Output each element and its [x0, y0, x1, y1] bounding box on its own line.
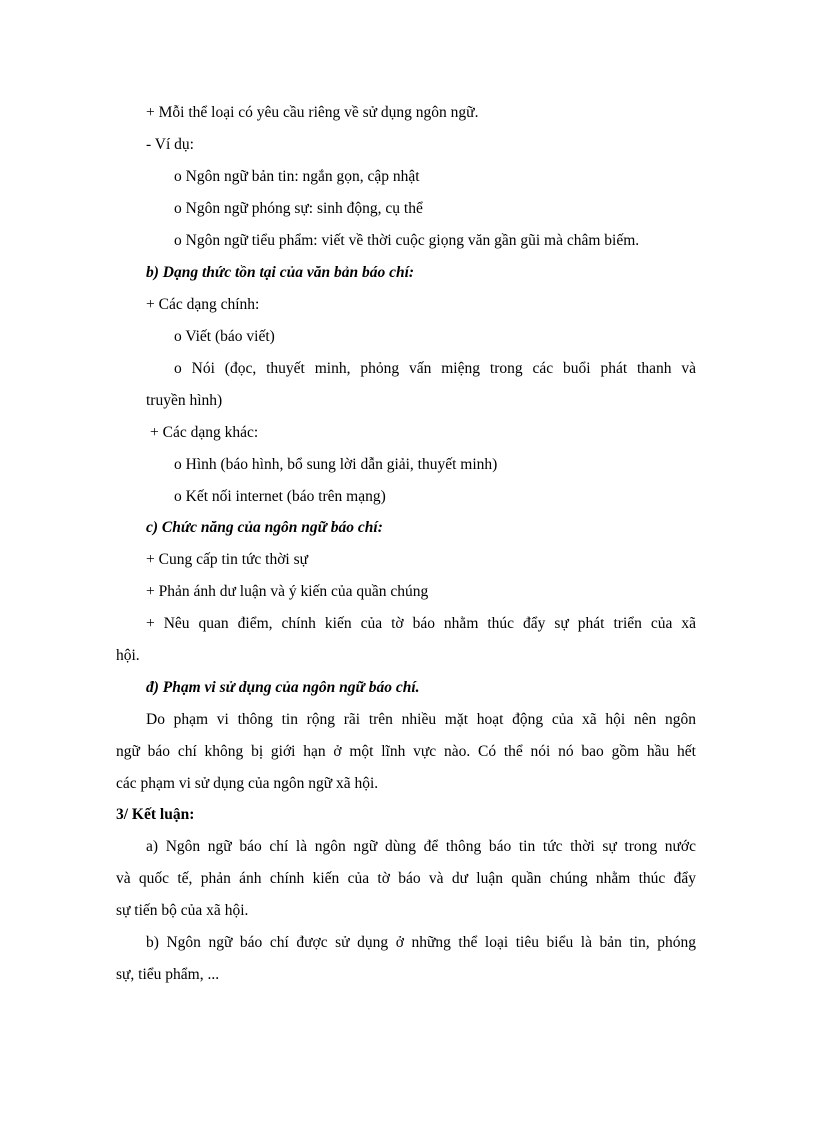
list-item: o Ngôn ngữ phóng sự: sinh động, cụ thể [174, 200, 423, 217]
text-line: + Cung cấp tin tức thời sự [146, 551, 309, 568]
list-item: o Ngôn ngữ bản tin: ngắn gọn, cập nhật [174, 168, 420, 185]
text-line: + Nêu quan điểm, chính kiến của tờ báo nhằm thúc đẩy sự phát triển của xã [146, 615, 696, 632]
list-item: o Hình (báo hình, bổ sung lời dẫn giải, thuyết minh) [174, 456, 498, 473]
section-heading-c: c) Chức năng của ngôn ngữ báo chí: [146, 519, 383, 536]
list-item: o Viết (báo viết) [174, 328, 275, 345]
list-item: o Nói (đọc, thuyết minh, phỏng vấn miệng trong các buổi phát thanh và [174, 360, 696, 377]
paragraph-line: a) Ngôn ngữ báo chí là ngôn ngữ dùng để thông báo tin tức thời sự trong nước [146, 838, 696, 855]
text-line: truyền hình) [146, 392, 223, 409]
paragraph-line: b) Ngôn ngữ báo chí được sử dụng ở những thể loại tiêu biểu là bản tin, phóng [146, 934, 696, 951]
text-line: + Phản ánh dư luận và ý kiến của quần chúng [146, 583, 429, 600]
paragraph-line: các phạm vi sử dụng của ngôn ngữ xã hội. [116, 775, 379, 792]
text-line: + Các dạng chính: [146, 296, 260, 313]
paragraph-line: và quốc tế, phản ánh chính kiến của tờ báo và dư luận quần chúng nhằm thúc đẩy [116, 870, 696, 887]
list-item: o Ngôn ngữ tiểu phẩm: viết về thời cuộc giọng văn gần gũi mà châm biếm. [174, 232, 640, 249]
text-line: - Ví dụ: [146, 136, 194, 153]
paragraph-line: sự, tiểu phẩm, ... [116, 966, 220, 983]
paragraph-line: ngữ báo chí không bị giới hạn ở một lĩnh vực nào. Có thể nói nó bao gồm hầu hết [116, 743, 696, 760]
section-heading-d: đ) Phạm vi sử dụng của ngôn ngữ báo chí. [146, 679, 420, 696]
list-item: o Kết nối internet (báo trên mạng) [174, 488, 386, 505]
paragraph-line: Do phạm vi thông tin rộng rãi trên nhiều mặt hoạt động của xã hội nên ngôn [146, 711, 696, 728]
text-line: hội. [116, 647, 140, 664]
section-heading-b: b) Dạng thức tồn tại của văn bản báo chí: [146, 264, 415, 281]
paragraph-line: sự tiến bộ của xã hội. [116, 902, 249, 919]
section-heading-3: 3/ Kết luận: [116, 806, 195, 823]
text-line: + Mỗi thể loại có yêu cầu riêng về sử dụng ngôn ngữ. [146, 104, 479, 121]
text-line: + Các dạng khác: [150, 424, 259, 441]
